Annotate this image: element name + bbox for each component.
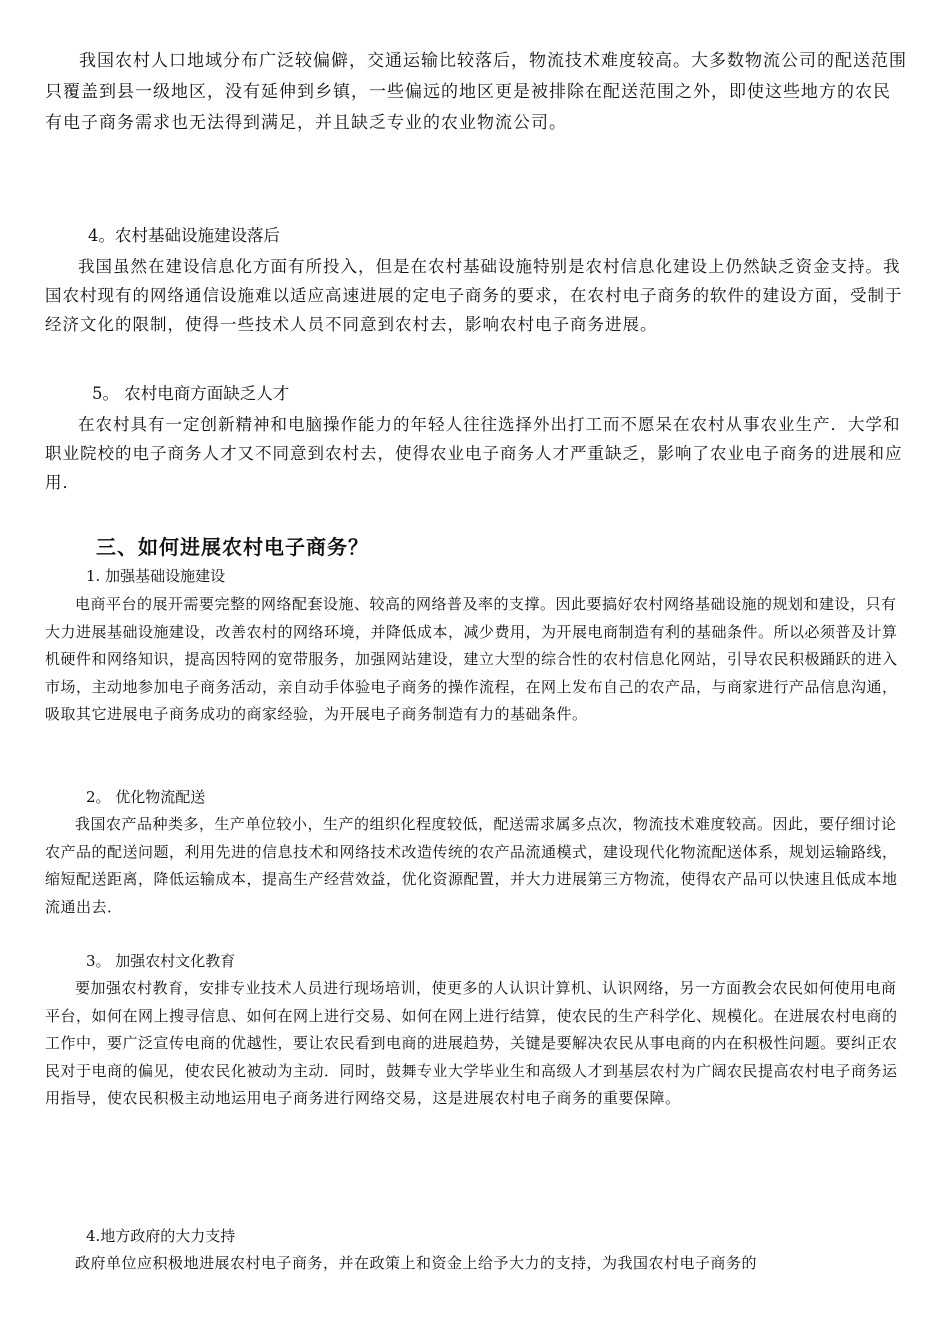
heading-talent-lack: 5。 农村电商方面缺乏人才: [92, 384, 290, 403]
paragraph-text: 我国虽然在建设信息化方面有所投入，但是在农村基础设施特别是农村信息化建设上仍然缺乏资金支持。我国农村现有的网络通信设施难以适应高速进展的定电子商务的要求，在农村电子商务的软件的建设方面，受制于经济文化的限制，使得一些技术人员不同意到农村去，影响农村电子商务进展。: [45, 257, 903, 334]
heading-infra-lag: 4。农村基础设施建设落后: [88, 226, 280, 245]
heading-education: 3。 加强农村文化教育: [86, 952, 236, 970]
paragraph-education: [45, 975, 907, 1113]
paragraph-infra: [45, 252, 907, 339]
paragraph-rural-logistics: [45, 46, 907, 139]
paragraph-talent: [45, 410, 907, 497]
heading-gov-support: 4.地方政府的大力支持: [86, 1227, 236, 1245]
paragraph-text: 电商平台的展开需要完整的网络配套设施、较高的网络普及率的支撑。因此要搞好农村网络基础设施的规划和建设，只有大力进展基础设施建设，改善农村的网络环境，并降低成本，减少费用，为开展电商制造有利的基础条件。所以必须普及计算机硬件和网络知识，提高因特网的宽带服务，加强网站建设，建立大型的综合性的农村信息化网站，引导农民积极踊跃的进入市场，主动地参加电子商务活动，亲自动手体验电子商务的操作流程，在网上发布自己的农产品，与商家进行产品信息沟通，吸取其它进展电子商务成功的商家经验，为开展电子商务制造有力的基础条件。: [45, 595, 898, 723]
paragraph-gov-support: [45, 1250, 907, 1278]
paragraph-text: 我国农村人口地域分布广泛较偏僻，交通运输比较落后，物流技术难度较高。大多数物流公司的配送范围只覆盖到县一级地区，没有延伸到乡镇，一些偏远的地区更是被排除在配送范围之外，即使这些地方的农民有电子商务需求也无法得到满足，并且缺乏专业的农业物流公司。: [45, 51, 907, 133]
paragraph-text: 政府单位应积极地进展农村电子商务，并在政策上和资金上给予大力的支持，为我国农村电子商务的: [75, 1254, 758, 1272]
section-heading: 三、如何进展农村电子商务？: [96, 535, 369, 559]
paragraph-text: 在农村具有一定创新精神和电脑操作能力的年轻人往往选择外出打工而不愿呆在农村从事农业生产．大学和职业院校的电子商务人才又不同意到农村去，使得农业电子商务人才严重缺乏，影响了农业电子商务的进展和应用．: [45, 415, 903, 492]
paragraph-text: 要加强农村教育，安排专业技术人员进行现场培训，使更多的人认识计算机、认识网络，另一方面教会农民如何使用电商平台，如何在网上搜寻信息、如何在网上进行交易、如何在网上进行结算，使农民的生产科学化、规模化。在进展农村电商的工作中，要广泛宣传电商的优越性，要让农民看到电商的进展趋势，关键是要解决农民从事电商的内在积极性问题。要纠正农民对于电商的偏见，使农民化被动为主动．同时，鼓舞专业大学毕业生和高级人才到基层农村为广阔农民提高农村电子商务运用指导，使农民积极主动地运用电子商务进行网络交易，这是进展农村电子商务的重要保障。: [45, 979, 898, 1107]
heading-build-infra: 1. 加强基础设施建设: [86, 567, 226, 585]
paragraph-logistics-opt: [45, 811, 907, 921]
paragraph-text: 我国农产品种类多，生产单位较小，生产的组织化程度较低，配送需求属多点次，物流技术难度较高。因此，要仔细讨论农产品的配送问题，利用先进的信息技术和网络技术改造传统的农产品流通模式，建设现代化物流配送体系，规划运输路线，缩短配送距离，降低运输成本，提高生产经营效益，优化资源配置，并大力进展第三方物流，使得农产品可以快速且低成本地流通出去．: [45, 815, 898, 916]
paragraph-build-infra: [45, 591, 907, 729]
heading-logistics-opt: 2。 优化物流配送: [86, 788, 206, 806]
